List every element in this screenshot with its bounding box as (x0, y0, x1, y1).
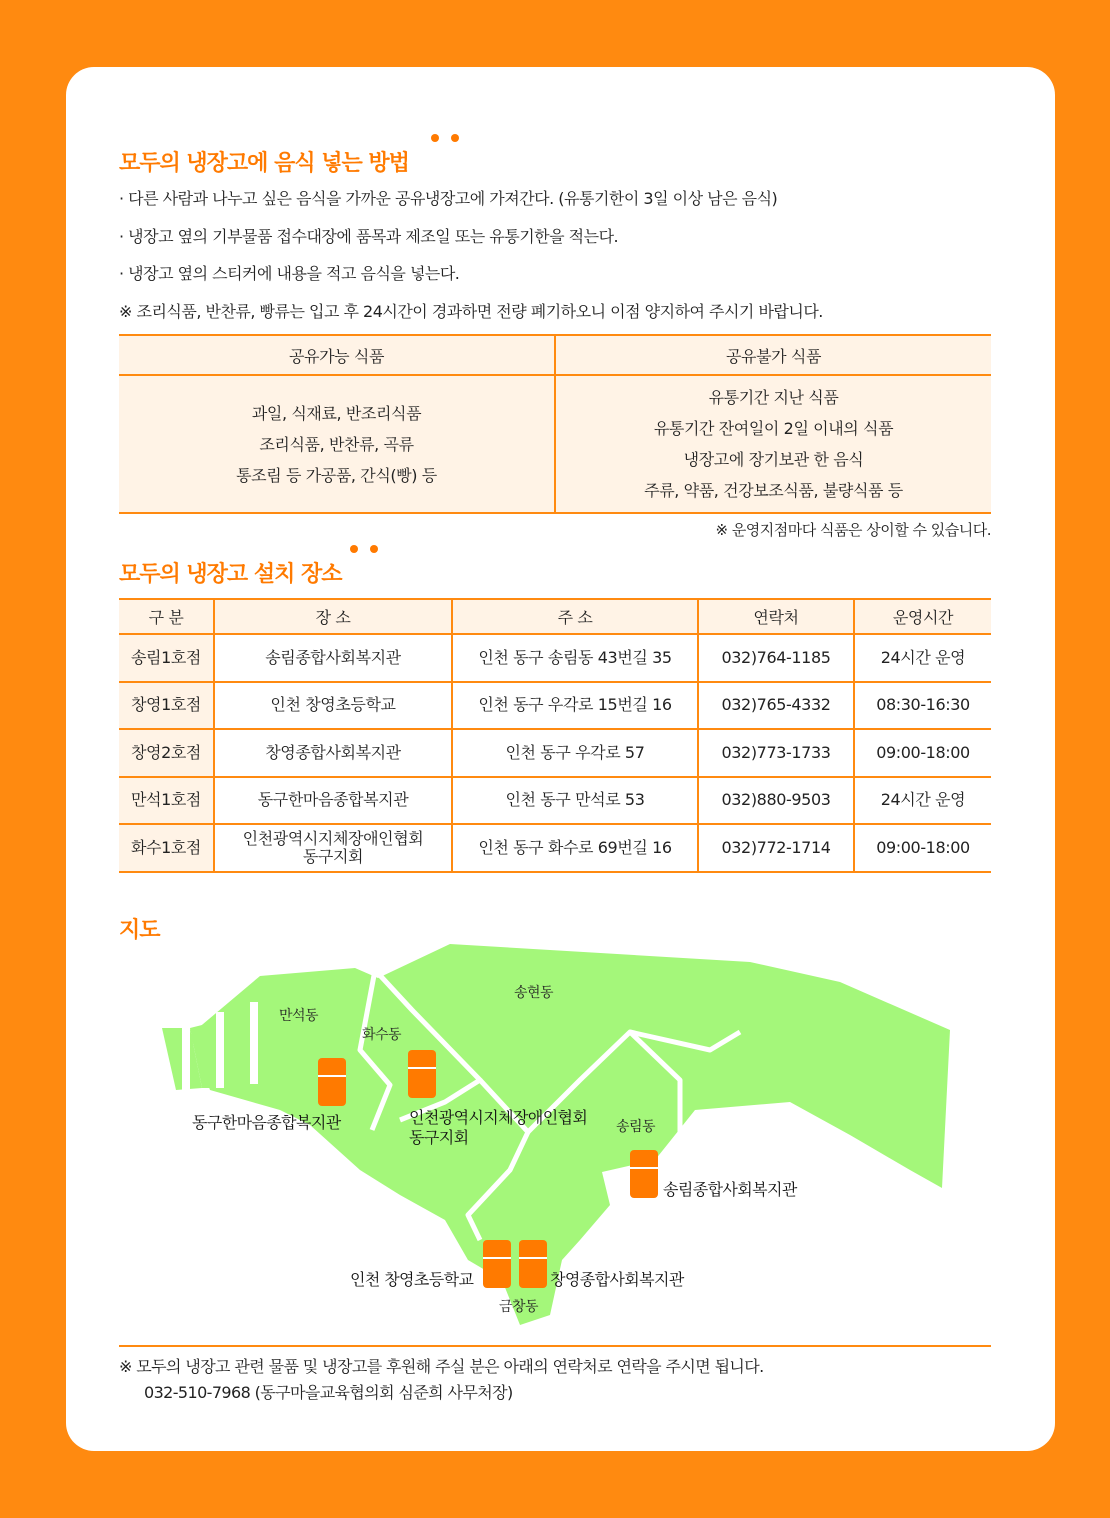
divider (119, 1345, 991, 1347)
fridge-icon (519, 1240, 547, 1288)
section-title-locations: 모두의 냉장고 설치 장소 (119, 562, 342, 587)
not-allowed-item: 유통기간 지난 식품 (708, 388, 839, 407)
place-label: 인천 창영초등학교 (350, 1270, 474, 1289)
emphasis-dots (350, 545, 378, 553)
phone-cell: 032)880-9503 (698, 777, 854, 825)
hours-cell: 09:00-18:00 (854, 824, 991, 872)
fridge-icon (630, 1150, 658, 1198)
fridge-icon (408, 1050, 436, 1098)
not-allowed-item: 냉장고에 장기보관 한 음식 (683, 450, 864, 469)
district-label: 송현동 (514, 985, 554, 1001)
hours-cell: 09:00-18:00 (854, 729, 991, 777)
col-header: 구 분 (119, 599, 214, 634)
instruction-note: ※ 조리식품, 반찬류, 빵류는 입고 후 24시간이 경과하면 전량 폐기하오니 이점 양지하여 주시기 바랍니다. (119, 301, 823, 321)
address-cell: 인천 동구 송림동 43번길 35 (452, 634, 698, 682)
instruction-line: · 다른 사람과 나누고 싶은 음식을 가까운 공유냉장고에 가져간다. (유통기한이 3일 이상 남은 음식) (119, 189, 778, 208)
address-cell: 인천 동구 만석로 53 (452, 777, 698, 825)
not-allowed-item: 주류, 약품, 건강보조식품, 불량식품 등 (644, 481, 903, 500)
address-cell: 인천 동구 우각로 15번길 16 (452, 682, 698, 730)
place-label: 동구지회 (409, 1128, 469, 1147)
place-cell: 인천 창영초등학교 (214, 682, 452, 730)
fridge-icon (318, 1058, 346, 1106)
col-header: 장 소 (214, 599, 452, 634)
footer-line-1: ※ 모두의 냉장고 관련 물품 및 냉장고를 후원해 주실 분은 아래의 연락처로 연락을 주시면 됩니다. (119, 1357, 764, 1376)
table-row (119, 777, 991, 825)
footer-note (119, 1354, 764, 1406)
address-cell: 인천 동구 화수로 69번길 16 (452, 824, 698, 872)
instructions-list (119, 180, 999, 330)
table-row (119, 634, 991, 682)
phone-cell: 032)773-1733 (698, 729, 854, 777)
not-allowed-item: 유통기간 잔여일이 2일 이내의 식품 (653, 419, 894, 438)
district-label: 금창동 (499, 1299, 539, 1315)
allowed-cell (119, 375, 555, 513)
allowed-item: 통조림 등 가공품, 간식(빵) 등 (236, 465, 437, 485)
col-header: 연락처 (698, 599, 854, 634)
district-label: 만석동 (279, 1008, 319, 1024)
place-label: 인천광역시지체장애인협회 (409, 1108, 588, 1127)
col-header: 주 소 (452, 599, 698, 634)
place-cell: 인천광역시지체장애인협회 동구지회 (214, 824, 452, 872)
section-title-how-to: 모두의 냉장고에 음식 넣는 방법 (119, 151, 409, 176)
food-table (119, 334, 991, 514)
place-cell: 동구한마음종합복지관 (214, 777, 452, 825)
branch-cell: 화수1호점 (119, 824, 214, 872)
section-title-map: 지도 (119, 918, 160, 943)
allowed-header: 공유가능 식품 (119, 335, 555, 375)
food-note: ※ 운영지점마다 식품은 상이할 수 있습니다. (715, 521, 991, 539)
allowed-item: 조리식품, 반찬류, 곡류 (259, 434, 414, 454)
emphasis-dots (431, 134, 459, 142)
table-row (119, 729, 991, 777)
hours-cell: 08:30-16:30 (854, 682, 991, 730)
not-allowed-cell (555, 375, 991, 513)
footer-contact: 032-510-7968 (동구마을교육협의회 심준희 사무처장) (144, 1383, 513, 1402)
fridge-icon (483, 1240, 511, 1288)
table-header-row (119, 599, 991, 634)
district-label: 송림동 (616, 1119, 656, 1135)
phone-cell: 032)765-4332 (698, 682, 854, 730)
col-header: 운영시간 (854, 599, 991, 634)
branch-cell: 창영2호점 (119, 729, 214, 777)
place-label: 창영종합사회복지관 (550, 1270, 684, 1289)
phone-cell: 032)764-1185 (698, 634, 854, 682)
branch-cell: 창영1호점 (119, 682, 214, 730)
address-cell: 인천 동구 우각로 57 (452, 729, 698, 777)
place-label: 동구한마음종합복지관 (192, 1113, 341, 1132)
branch-cell: 만석1호점 (119, 777, 214, 825)
district-label: 화수동 (362, 1027, 402, 1043)
hours-cell: 24시간 운영 (854, 634, 991, 682)
instruction-line: · 냉장고 옆의 기부물품 접수대장에 품목과 제조일 또는 유통기한을 적는다. (119, 226, 619, 246)
place-label: 송림종합사회복지관 (663, 1180, 797, 1199)
table-row (119, 682, 991, 730)
place-cell: 창영종합사회복지관 (214, 729, 452, 777)
phone-cell: 032)772-1714 (698, 824, 854, 872)
place-cell: 송림종합사회복지관 (214, 634, 452, 682)
branch-cell: 송림1호점 (119, 634, 214, 682)
not-allowed-header: 공유불가 식품 (555, 335, 991, 375)
hours-cell: 24시간 운영 (854, 777, 991, 825)
instruction-line: · 냉장고 옆의 스티커에 내용을 적고 음식을 넣는다. (119, 264, 460, 283)
locations-table (119, 598, 991, 873)
table-row (119, 824, 991, 872)
allowed-item: 과일, 식재료, 반조리식품 (251, 403, 422, 423)
